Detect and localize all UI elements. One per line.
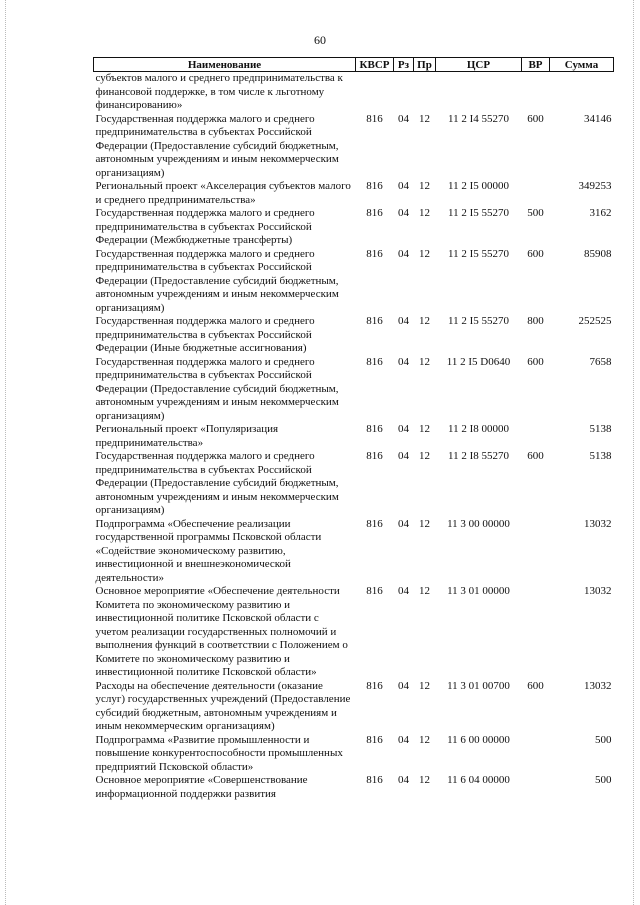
column-header-name: Наименование [94, 58, 356, 72]
cell-name: Государственная поддержка малого и среднего предпринимательства в субъектах Российской Федерации (Предоставление субсидий бюджетным, автономным учреждениям и иным некоммерческим организациям) [95, 112, 339, 179]
cell-vr [522, 518, 550, 586]
cell-rz: 04 [398, 517, 409, 530]
cell-rz [394, 72, 414, 113]
cell-name: Региональный проект «Популяризация предпринимательства» [95, 423, 279, 449]
cell-name: субъектов малого и среднего предпринимательства к финансовой поддержке, в том числе к льготному финансированию» [95, 72, 343, 111]
column-header-vr: ВР [522, 58, 550, 72]
cell-pr: 12 [419, 355, 430, 368]
table-row [94, 72, 614, 113]
cell-csr: 11 2 I4 55270 [447, 112, 509, 125]
cell-sum: 5138 [589, 450, 612, 462]
cell-pr: 12 [419, 180, 430, 192]
cell-csr: 11 2 I8 55270 [447, 450, 509, 462]
table-row [94, 113, 614, 181]
table-row [94, 248, 614, 316]
cell-kvsr: 816 [366, 315, 383, 327]
column-header-rz: Рз [394, 58, 414, 72]
cell-vr: 600 [527, 355, 544, 368]
cell-kvsr: 816 [366, 585, 383, 597]
cell-name: Государственная поддержка малого и среднего предпринимательства в субъектах Российской Федерации (Предоставление субсидий бюджетным, автономным учреждениям и иным некоммерческим организациям) [95, 355, 339, 422]
cell-name: Основное мероприятие «Совершенствование информационной поддержки развития [95, 774, 308, 800]
cell-rz: 04 [398, 112, 409, 125]
cell-rz: 04 [398, 247, 409, 260]
cell-sum: 13032 [584, 585, 612, 597]
cell-rz: 04 [398, 355, 409, 368]
cell-sum: 5138 [589, 423, 612, 435]
table-row [94, 680, 614, 734]
table-body [94, 72, 614, 802]
table-row [94, 450, 614, 518]
cell-name: Государственная поддержка малого и среднего предпринимательства в субъектах Российской Федерации (Предоставление субсидий бюджетным, автономным учреждениям и иным некоммерческим организациям) [95, 247, 339, 314]
cell-rz: 04 [398, 774, 409, 786]
cell-kvsr: 816 [366, 517, 383, 530]
cell-name: Государственная поддержка малого и среднего предпринимательства в субъектах Российской Федерации (Предоставление субсидий бюджетным, автономным учреждениям и иным некоммерческим организациям) [95, 450, 339, 516]
budget-table [93, 57, 614, 801]
column-header-sum: Сумма [550, 58, 614, 72]
table-row [94, 774, 614, 801]
cell-vr [522, 585, 550, 680]
table-row [94, 585, 614, 680]
cell-rz: 04 [398, 207, 409, 219]
cell-sum: 349253 [578, 180, 612, 192]
cell-name: Расходы на обеспечение деятельности (оказание услуг) государственных учреждений (Предоставление субсидий бюджетным, автономным учреждениям и иным некоммерческим организациям) [95, 679, 351, 732]
table-row [94, 207, 614, 248]
cell-sum: 7658 [589, 355, 612, 368]
cell-sum: 34146 [584, 112, 612, 125]
cell-sum: 85908 [584, 247, 612, 260]
cell-vr [522, 734, 550, 775]
cell-kvsr: 816 [366, 247, 383, 260]
table-header-row [94, 58, 614, 72]
cell-sum: 500 [595, 733, 612, 746]
cell-pr: 12 [419, 450, 430, 462]
cell-kvsr: 816 [366, 423, 383, 435]
cell-kvsr: 816 [366, 679, 383, 692]
cell-sum: 13032 [584, 679, 612, 692]
cell-rz: 04 [398, 733, 409, 746]
cell-vr: 600 [527, 450, 544, 462]
cell-vr: 600 [527, 112, 544, 125]
cell-pr: 12 [419, 774, 430, 786]
column-header-csr: ЦСР [436, 58, 522, 72]
cell-vr [522, 72, 550, 113]
cell-vr: 600 [527, 247, 544, 260]
cell-vr: 800 [527, 315, 544, 327]
cell-csr: 11 3 01 00700 [447, 679, 510, 692]
table-row [94, 734, 614, 775]
cell-csr: 11 6 04 00000 [447, 774, 510, 786]
cell-pr [414, 72, 436, 113]
cell-vr [522, 180, 550, 207]
cell-vr: 600 [527, 679, 544, 692]
cell-kvsr: 816 [366, 180, 383, 192]
cell-rz: 04 [398, 315, 409, 327]
cell-name: Подпрограмма «Обеспечение реализации государственной программы Псковской области «Содействие экономическому развитию, инвестиционной и внешнеэкономической деятельности» [95, 517, 322, 584]
cell-name: Государственная поддержка малого и среднего предпринимательства в субъектах Российской Федерации (Иные бюджетные ассигнования) [95, 315, 315, 354]
table-row [94, 315, 614, 356]
cell-csr [436, 72, 522, 113]
cell-kvsr: 816 [366, 355, 383, 368]
cell-kvsr [356, 72, 394, 113]
cell-csr: 11 2 I5 55270 [447, 207, 509, 219]
cell-rz: 04 [398, 679, 409, 692]
cell-sum: 500 [595, 774, 612, 786]
cell-csr: 11 2 I5 D0640 [446, 355, 511, 368]
cell-csr: 11 2 I5 55270 [447, 247, 509, 260]
cell-sum: 13032 [584, 517, 612, 530]
cell-name: Государственная поддержка малого и среднего предпринимательства в субъектах Российской Федерации (Межбюджетные трансферты) [95, 207, 315, 246]
scan-edge-left [5, 0, 7, 905]
cell-pr: 12 [419, 247, 430, 260]
cell-csr: 11 2 I5 00000 [447, 180, 509, 192]
column-header-kvsr: КВСР [356, 58, 394, 72]
cell-kvsr: 816 [366, 112, 383, 125]
cell-kvsr: 816 [366, 207, 383, 219]
table-row [94, 518, 614, 586]
cell-kvsr: 816 [366, 774, 383, 786]
cell-csr: 11 2 I5 55270 [447, 315, 509, 327]
cell-pr: 12 [419, 679, 430, 692]
cell-pr: 12 [419, 207, 430, 219]
cell-vr [522, 423, 550, 450]
cell-sum: 3162 [589, 207, 612, 219]
cell-rz: 04 [398, 423, 409, 435]
table-row [94, 356, 614, 424]
cell-name: Подпрограмма «Развитие промышленности и повышение конкурентоспособности промышленных предприятий Псковской области» [95, 733, 343, 773]
cell-pr: 12 [419, 315, 430, 327]
cell-kvsr: 816 [366, 733, 383, 746]
cell-rz: 04 [398, 450, 409, 462]
column-header-pr: Пр [414, 58, 436, 72]
cell-pr: 12 [419, 112, 430, 125]
cell-name: Региональный проект «Акселерация субъектов малого и среднего предпринимательства» [95, 180, 351, 206]
table-row [94, 423, 614, 450]
cell-pr: 12 [419, 517, 430, 530]
scan-edge-right [633, 0, 635, 905]
cell-pr: 12 [419, 423, 430, 435]
cell-kvsr: 816 [366, 450, 383, 462]
page-number: 60 [314, 33, 326, 47]
cell-vr: 500 [527, 207, 544, 219]
cell-sum: 252525 [578, 315, 612, 327]
cell-csr: 11 6 00 00000 [447, 733, 510, 746]
cell-csr: 11 3 01 00000 [447, 585, 510, 597]
cell-csr: 11 3 00 00000 [447, 517, 510, 530]
cell-rz: 04 [398, 585, 409, 597]
cell-csr: 11 2 I8 00000 [447, 423, 509, 435]
cell-vr [522, 774, 550, 801]
cell-sum [550, 72, 614, 113]
table-row [94, 180, 614, 207]
cell-pr: 12 [419, 585, 430, 597]
cell-pr: 12 [419, 733, 430, 746]
cell-rz: 04 [398, 180, 409, 192]
cell-name: Основное мероприятие «Обеспечение деятельности Комитета по экономическому развитию и инвестиционной политике Псковской области с учетом реализации государственных полномочий и выполнения функций в соответствии с Положением о Комитете по экономическому развитию и инвестиционной политике Псковской области» [95, 585, 348, 678]
